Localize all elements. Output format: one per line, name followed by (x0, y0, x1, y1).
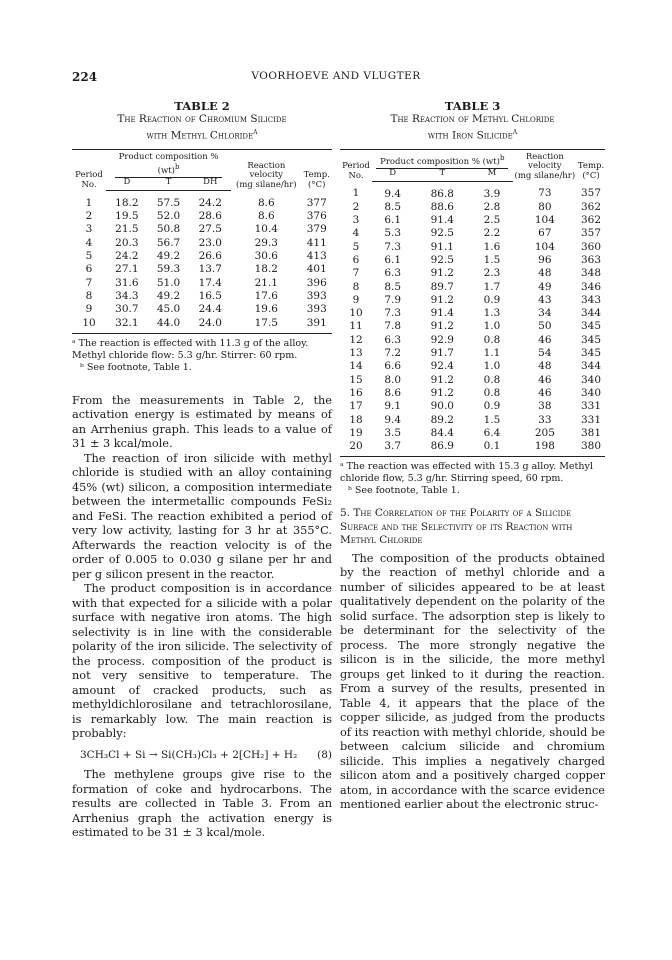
table-cell: 6.1 (384, 253, 402, 266)
table-cell: 34.3 (115, 289, 139, 302)
table-row (340, 320, 605, 333)
table-cell: 5.3 (384, 227, 402, 240)
table-cell: 379 (306, 223, 327, 236)
t2-col-d: D (106, 178, 148, 190)
table-cell: 331 (581, 413, 602, 426)
table-cell: 413 (306, 250, 327, 263)
table-cell: 18.2 (115, 196, 139, 209)
table-cell: 91.4 (430, 214, 454, 227)
table-cell: 89.7 (430, 280, 454, 293)
table-cell: 88.6 (430, 200, 454, 213)
t2-col-period: Period No. (72, 149, 106, 190)
table-cell: 345 (581, 333, 602, 346)
page-number: 224 (72, 70, 98, 84)
table-cell: 48 (538, 267, 552, 280)
table-cell: 3.9 (483, 187, 501, 200)
table-cell: 9 (352, 293, 360, 306)
table-cell: 90.0 (430, 400, 454, 413)
table-cell: 29.3 (254, 236, 278, 249)
table-cell: 1 (85, 196, 93, 209)
table-cell: 5 (85, 250, 93, 263)
table-cell: 1.5 (483, 413, 501, 426)
table-cell: 357 (581, 187, 602, 200)
table-cell: 17.4 (198, 276, 222, 289)
table-cell: 46 (538, 386, 552, 399)
table-row (340, 387, 605, 400)
table-cell: 27.5 (198, 223, 222, 236)
table-cell: 362 (581, 200, 602, 213)
table2-title-line1: The Reaction of Chromium Silicide (117, 113, 287, 125)
table-cell: 2 (352, 200, 360, 213)
table-cell: 393 (306, 303, 327, 316)
table-row (340, 281, 605, 294)
table-cell: 340 (581, 373, 602, 386)
table-cell: 10.4 (254, 223, 278, 236)
table3-title-line2: with Iron Silicide$^a$ (427, 127, 518, 142)
table-cell: 345 (581, 347, 602, 360)
table2-title-line2: with Methyl Chloride$^a$ (146, 127, 258, 142)
t2-col-rv: Reaction velocity (mg silane/hr) (231, 149, 301, 190)
table-cell: 104 (534, 240, 555, 253)
table-row (72, 210, 332, 223)
left-paragraph-4: The methylene groups give rise to the formation of coke and hydrocarbons. The results are collected in Table 3. From an Arrhenius graph the activation energy is estimated to be 31 ± 3 kcal/mole. (72, 768, 332, 840)
t3-col-rv: Reaction velocity (mg silane/hr) (513, 149, 577, 181)
table-cell: 411 (306, 236, 327, 249)
table-cell: 381 (581, 426, 602, 439)
table-cell: 6.4 (483, 426, 501, 439)
table-cell: 7.2 (384, 347, 402, 360)
running-title: VOORHOEVE AND VLUGTER (251, 70, 421, 82)
equation-8: 3CH₃Cl + Si → Si(CH₃)Cl₃ + 2[CH₂] + H₂ (8) (80, 748, 332, 761)
running-header (72, 70, 600, 88)
table-cell: 9.1 (384, 400, 402, 413)
table-cell: 13 (349, 347, 363, 360)
table-cell: 7.3 (384, 307, 402, 320)
table-cell: 1.1 (483, 347, 501, 360)
table-row (72, 317, 332, 334)
table-cell: 20 (340, 440, 372, 457)
table-cell: 30.6 (254, 250, 278, 263)
table-cell: 46 (538, 333, 552, 346)
table-cell: 3 (85, 223, 93, 236)
table3-label: TABLE 3 (444, 99, 501, 113)
right-paragraph-1: The composition of the products obtained by the reaction of methyl chloride and a number of silicides appeared to be at least qualitatively dependent on the polarity of the solid surface. The adsorption step is likely to be determinant for the selectivity of the process. The more strongly negative the silicon is in the silicide, the more methyl groups get linked to it during the reaction. From a survey of the results, presented in Table 4, it appears that the place of the copper silicide, as judged from the products of its reaction with methyl chloride, should be between calcium silicide and chromium silicide. This implies a negatively charged silicon atom and a positively charged copper atom, in accordance with the scarce evidence mentioned earlier about the electronic struc- (340, 551, 605, 812)
table-cell: 8.0 (384, 373, 402, 386)
table-cell: 18 (349, 413, 363, 426)
table-cell: 23.0 (198, 236, 222, 249)
table-cell: 0.1 (471, 440, 512, 457)
table-cell: 27.1 (115, 263, 139, 276)
table-row (340, 227, 605, 240)
table-cell: 19.5 (115, 210, 139, 223)
table-cell: 28.6 (198, 210, 222, 223)
table-cell: 33 (538, 413, 552, 426)
table-cell: 50 (538, 320, 552, 333)
table-cell: 1.0 (483, 360, 501, 373)
table-row (340, 267, 605, 280)
table-cell: 54 (538, 347, 552, 360)
table-cell: 346 (581, 280, 602, 293)
table3-footnote-a: ᵃ The reaction was effected with 15.3 g alloy. Methyl chloride flow, 5.3 g/hr. Stirring speed, 60 rpm. (340, 461, 593, 485)
table-cell: 16 (349, 386, 363, 399)
table-cell: 7.8 (384, 320, 402, 333)
table-cell: 6 (352, 253, 360, 266)
table-cell: 21.1 (254, 276, 278, 289)
table-cell: 48 (538, 360, 552, 373)
table-cell: 49 (538, 280, 552, 293)
t3-col-temp: Temp. (°C) (577, 149, 605, 181)
table3-footnotes (340, 461, 605, 497)
table-cell: 376 (306, 210, 327, 223)
table-cell: 10 (72, 317, 106, 334)
table-cell: 331 (581, 400, 602, 413)
table-cell: 0.8 (483, 373, 501, 386)
table-cell: 2 (85, 210, 93, 223)
table3-caption (340, 100, 605, 143)
table-cell: 24.4 (198, 303, 222, 316)
table-cell: 19.6 (254, 303, 278, 316)
table-row (340, 294, 605, 307)
table-cell: 363 (581, 253, 602, 266)
table-cell: 11 (349, 320, 363, 333)
table-cell: 96 (538, 253, 552, 266)
table2-label: TABLE 2 (174, 99, 230, 113)
table-row (72, 263, 332, 276)
table-row (72, 290, 332, 303)
table-cell: 86.9 (413, 440, 471, 457)
table-cell: 8.6 (257, 210, 275, 223)
table-cell: 91.7 (430, 347, 454, 360)
table-row (340, 427, 605, 440)
table-cell: 6 (85, 263, 93, 276)
table-cell: 86.8 (430, 187, 454, 200)
table-cell: 84.4 (430, 426, 454, 439)
right-body-text (340, 552, 605, 813)
t3-col-group: Product composition % (wt)$^b$ (372, 149, 513, 169)
table-cell: 8.5 (384, 200, 402, 213)
table-cell: 57.5 (156, 196, 181, 209)
table-row (340, 360, 605, 373)
table-cell: 348 (581, 267, 602, 280)
table-cell: 6.6 (384, 360, 402, 373)
table-row (340, 214, 605, 227)
table-cell: 2.5 (483, 214, 501, 227)
table-cell: 0.8 (483, 333, 501, 346)
table-cell: 32.1 (106, 317, 148, 334)
table-cell: 7 (85, 276, 93, 289)
t2-col-dh: DH (189, 178, 231, 190)
table-cell: 89.2 (430, 413, 454, 426)
table-cell: 8.6 (257, 196, 275, 209)
table-cell: 49.2 (156, 289, 181, 302)
table-cell: 3.5 (384, 426, 402, 439)
table-cell: 21.5 (115, 223, 139, 236)
table-cell: 7.9 (384, 293, 402, 306)
table-cell: 17.5 (231, 317, 301, 334)
table-cell: 340 (581, 386, 602, 399)
table-cell: 1.6 (483, 240, 501, 253)
t2-col-t: T (148, 178, 190, 190)
table-row (72, 190, 332, 210)
table-cell: 26.6 (198, 250, 222, 263)
table-cell: 2.3 (483, 267, 501, 280)
table-cell: 1.0 (483, 320, 501, 333)
table-row (72, 303, 332, 316)
t3-col-t: T (413, 169, 471, 181)
table-cell: 9.4 (384, 413, 402, 426)
table-cell: 17 (349, 400, 363, 413)
table-cell: 1.7 (483, 280, 501, 293)
table-cell: 7 (352, 267, 360, 280)
table-cell: 345 (581, 320, 602, 333)
table-cell: 91.2 (430, 386, 454, 399)
table2 (72, 149, 332, 334)
t3-col-d: D (372, 169, 413, 181)
table-cell: 24.2 (198, 196, 222, 209)
table-cell: 67 (538, 227, 552, 240)
table-cell: 8.5 (384, 280, 402, 293)
table-cell: 5 (352, 240, 360, 253)
table-cell: 15 (349, 373, 363, 386)
table3-title-line1: The Reaction of Methyl Chloride (390, 113, 555, 125)
left-paragraph-2: The reaction of iron silicide with methyl chloride is studied with an alloy containing 45% (wt) silicon, a composition intermediate between the intermetallic compounds FeSi₂ and FeSi. The reaction exhibited a period of very low activity, lasting for 3 hr at 355°C. Afterwards the reaction velocity is of the order of 0.005 to 0.030 g silane per hr and per g silicon present in the reactor. (72, 451, 332, 581)
table-cell: 92.5 (430, 253, 454, 266)
table-cell: 43 (538, 293, 552, 306)
table-cell: 4 (85, 236, 93, 249)
table-cell: 80 (538, 200, 552, 213)
table-cell: 8.6 (384, 386, 402, 399)
left-body-text (72, 394, 332, 841)
table-cell: 357 (581, 227, 602, 240)
table-cell: 362 (581, 214, 602, 227)
table-cell: 8 (352, 280, 360, 293)
table-row (340, 400, 605, 413)
table2-footnote-a: ᵃ The reaction is effected with 11.3 g of the alloy. Methyl chloride flow: 5.3 g/hr. Stirrer: 60 rpm. (72, 337, 309, 361)
table-cell: 343 (581, 293, 602, 306)
table2-footnote-b: ᵇ See footnote, Table 1. (80, 361, 192, 373)
table-cell: 14 (349, 360, 363, 373)
table-cell: 91.1 (430, 240, 454, 253)
table-cell: 396 (306, 276, 327, 289)
table-cell: 6.1 (384, 214, 402, 227)
table-row (72, 223, 332, 236)
table-cell: 3 (352, 214, 360, 227)
table-cell: 1.5 (483, 253, 501, 266)
table-cell: 3.7 (372, 440, 413, 457)
table-row (72, 250, 332, 263)
table3 (340, 149, 605, 458)
table-cell: 12 (349, 333, 363, 346)
table-cell: 49.2 (156, 250, 181, 263)
table-cell: 344 (581, 307, 602, 320)
table-cell: 6.3 (384, 267, 402, 280)
table-cell: 6.3 (384, 333, 402, 346)
table-cell: 360 (581, 240, 602, 253)
table-row (340, 254, 605, 267)
table-row (340, 334, 605, 347)
table3-body (340, 181, 605, 457)
section-5-heading: 5. The Correlation of the Polarity of a Silicide Surface and the Selectivity of its Reaction with Methyl Chloride (340, 507, 573, 547)
table-cell: 91.4 (430, 307, 454, 320)
table-cell: 92.5 (430, 227, 454, 240)
left-paragraph-3: The product composition is in accordance with that expected for a silicide with a polar surface with negative iron atoms. The high selectivity is in line with the considerable polarity of the iron silicide. The selectivity of the process. composition of the product is not very sensitive to temperature. The amount of cracked products, such as methyldichlorosilane and tetrachlorosilane, is remarkably low. The main reaction is probably: (72, 582, 332, 741)
table-row (340, 307, 605, 320)
table-cell: 91.2 (430, 320, 454, 333)
table-cell: 9.4 (384, 187, 402, 200)
t3-col-m: M (471, 169, 512, 181)
table-cell: 59.3 (156, 263, 181, 276)
table-cell: 46 (538, 373, 552, 386)
t2-col-temp: Temp. (°C) (301, 149, 332, 190)
table-cell: 31.6 (115, 276, 139, 289)
table-cell: 20.3 (115, 236, 139, 249)
table-cell: 393 (306, 289, 327, 302)
table-row (340, 181, 605, 201)
table-cell: 1 (352, 187, 360, 200)
table-cell: 0.8 (483, 386, 501, 399)
table-row (340, 347, 605, 360)
table-cell: 34 (538, 307, 552, 320)
t3-col-period: Period No. (340, 149, 372, 181)
table-cell: 56.7 (156, 236, 181, 249)
table-cell: 2.8 (483, 200, 501, 213)
table-cell: 19 (349, 426, 363, 439)
table2-footnotes (72, 338, 332, 374)
table-row (340, 374, 605, 387)
table-row (340, 414, 605, 427)
right-column (340, 100, 605, 813)
table-cell: 2.2 (483, 227, 501, 240)
table-cell: 30.7 (115, 303, 139, 316)
table3-footnote-b: ᵇ See footnote, Table 1. (348, 485, 460, 497)
table-cell: 0.9 (483, 400, 501, 413)
table-cell: 92.9 (430, 333, 454, 346)
table-cell: 51.0 (156, 276, 181, 289)
table-cell: 7.3 (384, 240, 402, 253)
table-cell: 24.0 (189, 317, 231, 334)
table-cell: 401 (306, 263, 327, 276)
table2-caption (72, 100, 332, 143)
table-cell: 377 (306, 196, 327, 209)
table-row (340, 201, 605, 214)
table-cell: 8 (85, 289, 93, 302)
table-cell: 205 (534, 426, 555, 439)
table-cell: 13.7 (198, 263, 222, 276)
table-row (72, 237, 332, 250)
table-cell: 91.2 (430, 373, 454, 386)
table-row (72, 277, 332, 290)
table-cell: 52.0 (156, 210, 181, 223)
table-cell: 9 (85, 303, 93, 316)
table-cell: 45.0 (156, 303, 181, 316)
table-cell: 104 (534, 214, 555, 227)
table-cell: 91.2 (430, 293, 454, 306)
table-row (340, 440, 605, 457)
table-cell: 198 (513, 440, 577, 457)
table-cell: 38 (538, 400, 552, 413)
table-cell: 344 (581, 360, 602, 373)
table2-body (72, 190, 332, 333)
table-row (340, 241, 605, 254)
table-cell: 10 (349, 307, 363, 320)
left-paragraph-1: From the measurements in Table 2, the activation energy is estimated by means of an Arrhenius graph. This leads to a value of 31 ± 3 kcal/mole. (72, 393, 332, 451)
table-cell: 44.0 (148, 317, 190, 334)
table-cell: 73 (538, 187, 552, 200)
table-cell: 1.3 (483, 307, 501, 320)
table-cell: 391 (301, 317, 332, 334)
table-cell: 0.9 (483, 293, 501, 306)
table-cell: 91.2 (430, 267, 454, 280)
table-cell: 4 (352, 227, 360, 240)
table-cell: 17.6 (254, 289, 278, 302)
t2-col-group: Product composition % (wt)$^b$ (106, 149, 231, 178)
table-cell: 24.2 (115, 250, 139, 263)
table-cell: 50.8 (156, 223, 181, 236)
table-cell: 18.2 (254, 263, 278, 276)
table-cell: 16.5 (198, 289, 222, 302)
left-column (72, 100, 332, 841)
table-cell: 380 (577, 440, 605, 457)
table-cell: 92.4 (430, 360, 454, 373)
